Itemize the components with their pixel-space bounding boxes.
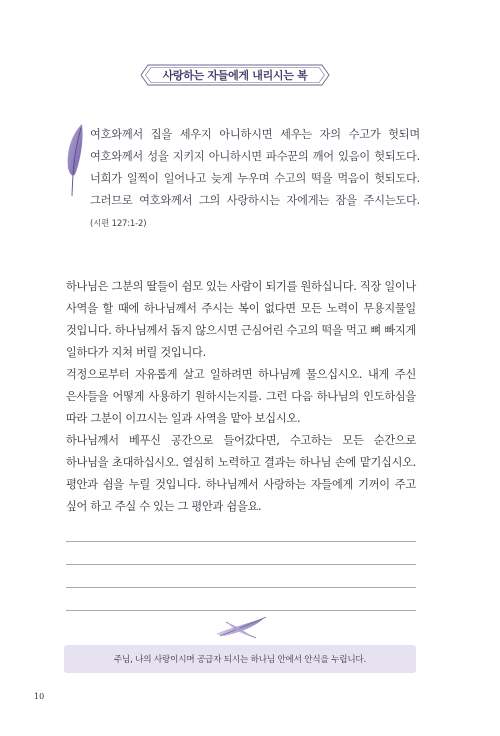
- writing-line: [66, 564, 416, 565]
- writing-line: [66, 610, 416, 611]
- verse-text: 여호와께서 집을 세우지 아니하시면 세우는 자의 수고가 헛되며 여호와께서 성을 지키지 아니하시면 파수꾼의 깨어 있음이 헛되도다. 너희가 일찍이 일어나고 늦게 누우며 수고의 떡을 먹음이 헛되도다. 그러므로 여호와께서 그의 사랑하시는 자에게는 잠을 주시는도다.: [90, 128, 420, 207]
- chapter-title: 사랑하는 자들에게 내리시는 복: [162, 69, 308, 82]
- writing-line: [66, 587, 416, 588]
- prayer-text: 주님, 나의 사랑이시며 공급자 되시는 하나님 안에서 안식을 누립니다.: [113, 655, 367, 665]
- scripture-verse: [90, 124, 420, 235]
- page-number: 10: [34, 692, 45, 701]
- prayer-box: [64, 645, 416, 673]
- crossed-feathers-icon: [212, 614, 272, 642]
- body-paragraph: 하나님께서 베푸신 공간으로 들어갔다면, 수고하는 모든 순간으로 하나님을 초대하십시오. 열심히 노력하고 결과는 하나님 손에 맡기십시오. 평안과 쉼을 누릴 것입니다. 하나님께서 사랑하는 자들에게 기꺼이 주고 싶어 하고 주실 수 있는 그 평안과 쉼을요.: [66, 434, 416, 513]
- body-paragraph: 걱정으로부터 자유롭게 살고 일하려면 하나님께 물으십시오. 내게 주신 은사들을 어떻게 사용하기 원하시는지를. 그런 다음 하나님의 인도하심을 따라 그분이 이끄시는 일과 사역을 맡아 보십시오.: [66, 368, 416, 425]
- devotional-body: [66, 276, 416, 518]
- verse-reference: (시편 127:1-2): [90, 219, 147, 229]
- feather-icon: [62, 122, 88, 198]
- body-paragraph: 하나님은 그분의 딸들이 쉼모 있는 사람이 되기를 원하십니다. 직장 일이나 사역을 할 때에 하나님께서 주시는 복이 없다면 모든 노력이 무용지물일 것입니다. 하나님께서 돕지 않으시면 근심어린 수고의 떡을 먹고 뼈 빠지게 일하다가 지쳐 버릴 것입니다.: [66, 280, 416, 359]
- chapter-title-banner: [140, 63, 330, 87]
- writing-line: [66, 541, 416, 542]
